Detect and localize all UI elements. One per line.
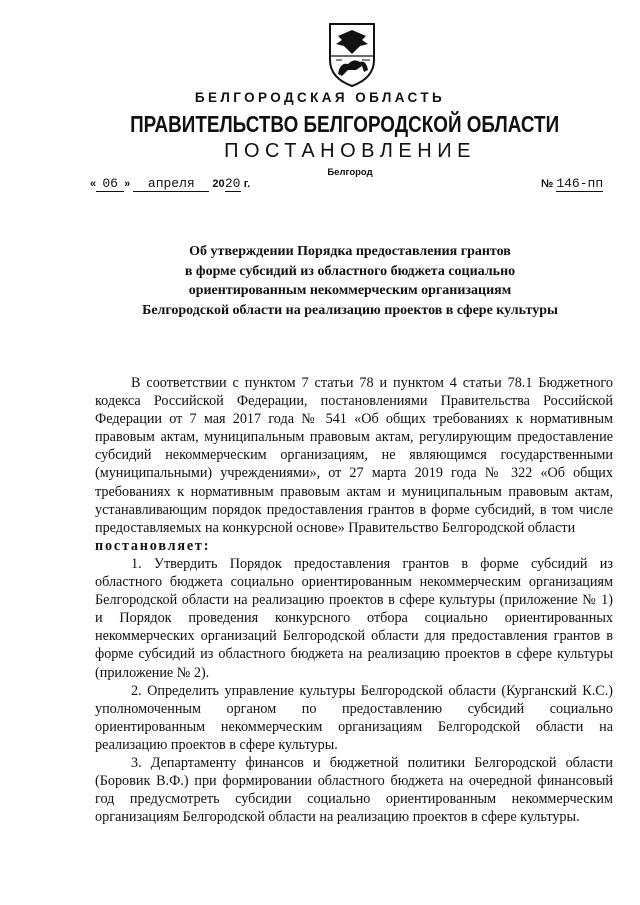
- document-date: [90, 176, 250, 192]
- preamble-paragraph: В соответствии с пунктом 7 статьи 78 и пунктом 4 статьи 78.1 Бюджетного кодекса Российской Федерации, постановлениями Правительства Российской Федерации от 7 мая 2017 года № 541 «Об общих требованиях к нормативным правовым актам, муниципальным правовым актам, регулирующим предоставление субсидий некоммерческим организациям, не являющимся государственными (муниципальными) учреждениями», от 27 марта 2019 года № 322 «Об общих требованиях к нормативным правовым актам и муниципальным правовым актам, устанавливающим порядок предоставления грантов в форме субсидий, в том числе предоставляемых на конкурсной основе» Правительство Белгородской области: [95, 375, 613, 536]
- date-year-suffix: 20: [224, 176, 241, 191]
- title-line: ориентированным некоммерческим организациям: [188, 283, 512, 299]
- city-name: Белгород: [327, 167, 373, 178]
- title-line: Белгородской области на реализацию проектов в сфере культуры: [142, 302, 558, 318]
- document-title: [100, 242, 600, 320]
- title-line: Об утверждении Порядка предоставления грантов: [189, 244, 511, 259]
- date-year-prefix: 20: [212, 178, 225, 190]
- title-line: в форме субсидий из областного бюджета социально: [184, 263, 516, 279]
- coat-of-arms-icon: [326, 20, 378, 88]
- region-name: БЕЛГОРОДСКАЯ ОБЛАСТЬ: [194, 90, 446, 105]
- document-type: ПОСТАНОВЛЕНИЕ: [224, 140, 476, 162]
- quote-close: »: [124, 178, 131, 190]
- paragraph-3: 3. Департаменту финансов и бюджетной политики Белгородской области (Боровик В.Ф.) при формировании областного бюджета на очередной финансовый год предусмотреть субсидии социально ориентированным некоммерческим организациям Белгородской области на реализацию проектов в сфере культуры.: [95, 754, 613, 826]
- date-day: 06: [96, 176, 124, 192]
- number-label: №: [541, 178, 554, 190]
- date-month: апреля: [133, 176, 209, 192]
- decree-word: постановляет:: [95, 537, 211, 554]
- paragraph-2: 2. Определить управление культуры Белгородской области (Курганский К.С.) уполномоченным органом по предоставлению субсидий социально ориентированным некоммерческим организациям Белгородской области на реализацию проектов в сфере культуры.: [95, 682, 613, 753]
- document-number: [541, 176, 603, 191]
- number-value: 146-пп: [556, 176, 604, 191]
- date-year-unit: г.: [243, 178, 251, 190]
- paragraph-1: 1. Утвердить Порядок предоставления грантов в форме субсидий из областного бюджета социально ориентированным некоммерческим организациям Белгородской области на реализацию проектов в сфере культуры (приложение № 1) и Порядок проведения конкурсного отбора социально ориентированных некоммерческих организаций Белгородской области для предоставления грантов в форме субсидий из областного бюджета на реализацию проектов в сфере культуры (приложение № 2).: [95, 555, 613, 681]
- document-body: [95, 374, 613, 826]
- quote-open: «: [90, 178, 97, 190]
- government-name: ПРАВИТЕЛЬСТВО БЕЛГОРОДСКОЙ ОБЛАСТИ: [130, 111, 560, 137]
